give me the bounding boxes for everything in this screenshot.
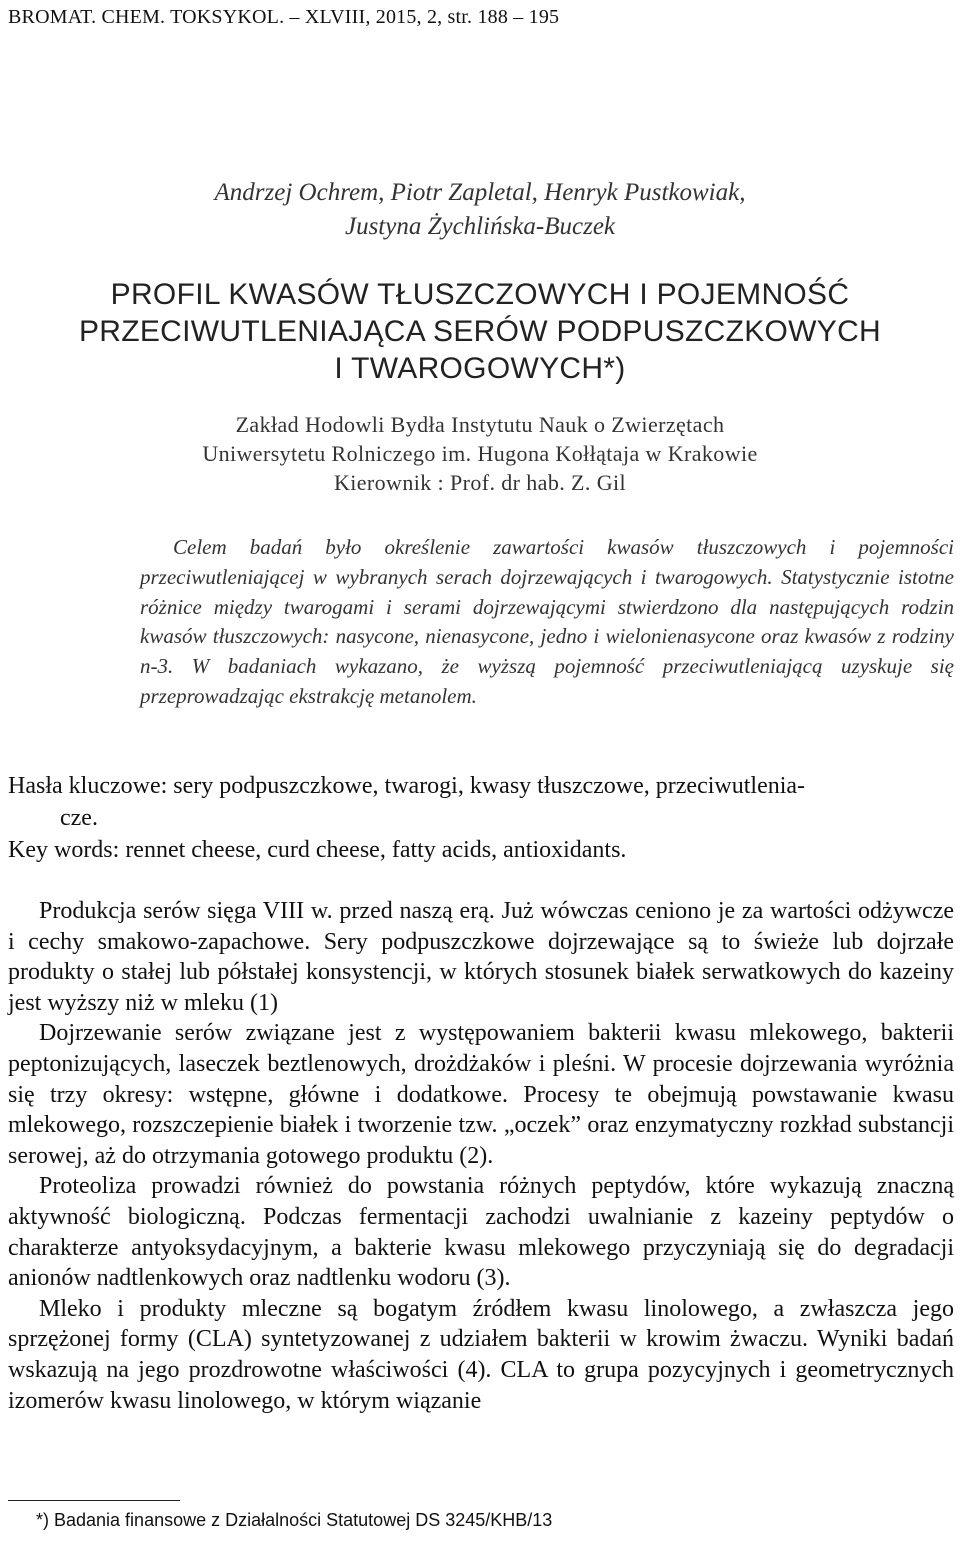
authors <box>0 176 960 244</box>
keywords-block <box>8 770 954 866</box>
body-paragraph: Dojrzewanie serów związane jest z występowaniem bakterii kwasu mlekowego, bakterii peptonizujących, laseczek beztlenowych, drożdżaków i pleśni. W procesie dojrzewania wyróżnia się trzy okresy: wstępne, główne i dodatkowe. Procesy te obejmują powstawanie kwasu mlekowego, rozszczepienie białek i tworzenie tzw. „oczek” oraz enzymatyczny rozkład substancji serowej, aż do otrzymania gotowego produktu (2). <box>8 1020 954 1169</box>
body-paragraph: Proteoliza prowadzi również do powstania różnych peptydów, które wykazują znaczną aktywność biologiczną. Podczas fermentacji zachodzi uwalnianie z kazeiny peptydów o charakterze antyoksydacyjnym, a bakterie kwasu mlekowego przyczyniają się do degradacji anionów nadtlenkowych oraz nadtlenku wodoru (3). <box>8 1173 954 1292</box>
abstract-text: Celem badań było określenie zawartości kwasów tłuszczowych i pojemności przeciwutleniającej w wybranych serach dojrzewających i twarogowych. Statystycznie istotne różnice między twarogami i serami dojrzewającymi stwierdzono dla następujących rodzin kwasów tłuszczowych: nasycone, nienasycone, jedno i wielonienasycone oraz kwasów z rodziny n-3. W badaniach wykazano, że wyższą pojemność przeciwutleniającą uzyskuje się przeprowadzając ekstrakcję metanolem. <box>140 535 954 708</box>
keywords-pl-continuation: cze. <box>60 805 98 831</box>
keywords-pl: Hasła kluczowe: sery podpuszczkowe, twarogi, kwasy tłuszczowe, przeciwutlenia- <box>8 773 806 799</box>
footnote-rule <box>8 1500 180 1501</box>
affiliation-line: Uniwersytetu Rolniczego im. Hugona Kołłątaja w Krakowie <box>202 441 758 466</box>
body-text <box>8 896 954 1416</box>
running-head: BROMAT. CHEM. TOKSYKOL. – XLVIII, 2015, 2, str. 188 – 195 <box>8 6 560 28</box>
title-line: PRZECIWUTLENIAJĄCA SERÓW PODPUSZCZKOWYCH <box>78 315 882 348</box>
affiliation-line: Kierownik : Prof. dr hab. Z. Gil <box>333 470 627 495</box>
footnote: *) Badania finansowe z Działalności Statutowej DS 3245/KHB/13 <box>36 1510 553 1530</box>
authors-line: Justyna Żychlińska-Buczek <box>344 213 616 240</box>
affiliation <box>0 410 960 497</box>
body-paragraph: Produkcja serów sięga VIII w. przed naszą erą. Już wówczas ceniono je za wartości odżywcze i cechy smakowo-zapachowe. Sery podpuszczkowe dojrzewające są to świeże lub dojrzałe produkty o stałej lub półstałej konsystencji, w których stosunek białek serwatkowych do kazeiny jest wyższy niż w mleku (1) <box>8 898 954 1016</box>
affiliation-line: Zakład Hodowli Bydła Instytutu Nauk o Zwierzętach <box>235 412 725 437</box>
keywords-en: Key words: rennet cheese, curd cheese, fatty acids, antioxidants. <box>8 837 627 863</box>
title-line: I TWAROGOWYCH*) <box>334 352 626 385</box>
body-paragraph: Mleko i produkty mleczne są bogatym źródłem kwasu linolowego, a zwłaszcza jego sprzężonej formy (CLA) syntetyzowanej z udziałem bakterii w krowim żwaczu. Wyniki badań wskazują na jego prozdrowotne właściwości (4). CLA to grupa pozycyjnych i geometrycznych izomerów kwasu linolowego, w którym wiązanie <box>8 1295 954 1414</box>
article-title <box>0 276 960 387</box>
abstract <box>140 533 954 712</box>
title-line: PROFIL KWASÓW TŁUSZCZOWYCH I POJEMNOŚĆ <box>110 278 850 311</box>
authors-line: Andrzej Ochrem, Piotr Zapletal, Henryk Pustkowiak, <box>214 179 746 206</box>
